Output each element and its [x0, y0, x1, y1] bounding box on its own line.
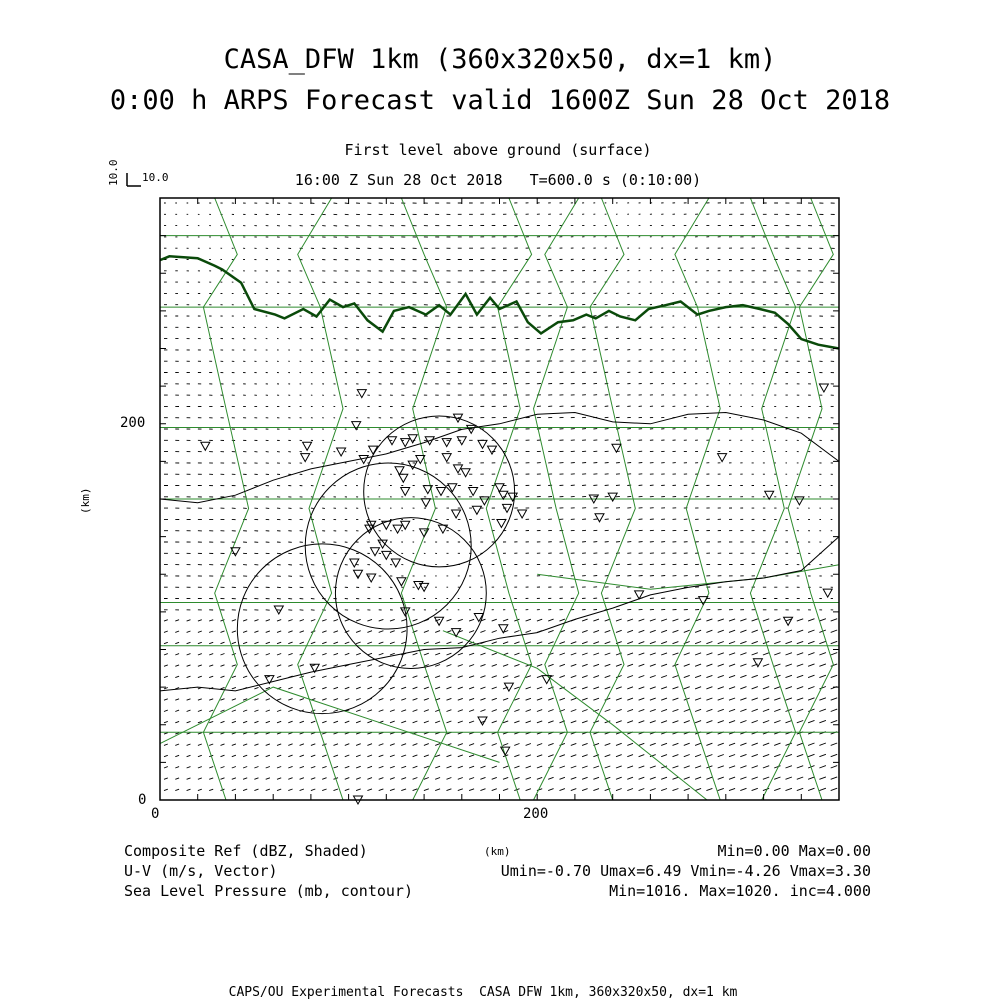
- county-boundaries: [160, 198, 839, 800]
- station-marker-icon: [350, 559, 359, 567]
- station-marker-icon: [795, 497, 804, 505]
- station-marker-icon: [452, 629, 461, 637]
- reference-vector-u-label: 10.0: [142, 171, 169, 184]
- station-marker-icon: [354, 570, 363, 578]
- legend-field-3-stats: Min=1016. Max=1020. inc=4.000: [609, 882, 871, 900]
- wind-vectors: [164, 203, 837, 791]
- station-marker-icon: [823, 589, 832, 597]
- station-marker-icon: [414, 582, 423, 590]
- station-marker-icon: [442, 454, 451, 462]
- station-marker-icon: [452, 510, 461, 518]
- station-marker-icon: [478, 440, 487, 448]
- station-marker-icon: [401, 439, 410, 447]
- legend-field-2: U-V (m/s, Vector): [124, 862, 278, 880]
- station-marker-icon: [784, 617, 793, 625]
- y-tick-200: 200: [120, 415, 146, 431]
- river-line: [537, 565, 839, 590]
- station-marker-icon: [357, 390, 366, 398]
- x-axis-label: (km): [484, 845, 511, 858]
- station-marker-icon: [421, 499, 430, 507]
- station-marker-icon: [393, 525, 402, 533]
- wind-vector-field: [164, 203, 837, 791]
- station-marker-icon: [518, 510, 527, 518]
- station-marker-icon: [399, 474, 408, 482]
- time-label: 16:00 Z Sun 28 Oct 2018 T=600.0 s (0:10:00): [294, 171, 702, 189]
- station-marker-icon: [819, 384, 828, 392]
- y-tick-0: 0: [138, 792, 147, 808]
- station-marker-icon: [201, 442, 210, 450]
- station-marker-icon: [765, 491, 774, 499]
- x-tick-200: 200: [523, 806, 549, 822]
- level-label: First level above ground (surface): [344, 141, 652, 159]
- station-marker-icon: [442, 439, 451, 447]
- station-marker-icon: [488, 446, 497, 454]
- station-markers: [201, 384, 832, 804]
- station-marker-icon: [391, 559, 400, 567]
- station-marker-icon: [337, 448, 346, 456]
- state-border: [160, 256, 839, 348]
- state-border-line: [160, 256, 839, 348]
- station-marker-icon: [504, 683, 513, 691]
- reference-vector-icon: [127, 173, 141, 186]
- radar-ring: [305, 463, 471, 629]
- pressure-contours: [160, 413, 839, 691]
- station-marker-icon: [472, 506, 481, 514]
- river-line: [160, 687, 500, 762]
- station-marker-icon: [352, 422, 361, 430]
- legend-field-1: Composite Ref (dBZ, Shaded): [124, 842, 368, 860]
- station-marker-icon: [497, 520, 506, 528]
- station-marker-icon: [595, 514, 604, 522]
- credit-line: CAPS/OU Experimental Forecasts CASA DFW 1km, 360x320x50, dx=1 km: [228, 985, 738, 1000]
- station-marker-icon: [382, 551, 391, 559]
- station-marker-icon: [495, 484, 504, 492]
- station-marker-icon: [437, 488, 446, 496]
- title-line-1: CASA_DFW 1km (360x320x50, dx=1 km): [223, 44, 777, 75]
- legend-field-2-stats: Umin=-0.70 Umax=6.49 Vmin=-4.26 Vmax=3.30: [500, 862, 871, 880]
- station-marker-icon: [371, 548, 380, 556]
- x-tick-0: 0: [151, 806, 160, 822]
- station-marker-icon: [303, 442, 312, 450]
- station-marker-icon: [367, 574, 376, 582]
- reference-vector-v-label: 10.0: [107, 159, 120, 186]
- legend-field-1-stats: Min=0.00 Max=0.00: [717, 842, 871, 860]
- pressure-contour: [160, 413, 839, 503]
- station-marker-icon: [469, 488, 478, 496]
- station-marker-icon: [499, 491, 508, 499]
- river-line: [443, 631, 707, 800]
- legend-field-3: Sea Level Pressure (mb, contour): [124, 882, 413, 900]
- station-marker-icon: [395, 467, 404, 475]
- station-marker-icon: [478, 717, 487, 725]
- station-marker-icon: [718, 454, 727, 462]
- station-marker-icon: [608, 493, 617, 501]
- y-axis-label: (km): [79, 487, 92, 514]
- station-marker-icon: [301, 454, 310, 462]
- station-marker-icon: [401, 488, 410, 496]
- title-line-2: 0:00 h ARPS Forecast valid 1600Z Sun 28 Oct 2018: [109, 85, 891, 116]
- station-marker-icon: [448, 484, 457, 492]
- station-marker-icon: [461, 469, 470, 477]
